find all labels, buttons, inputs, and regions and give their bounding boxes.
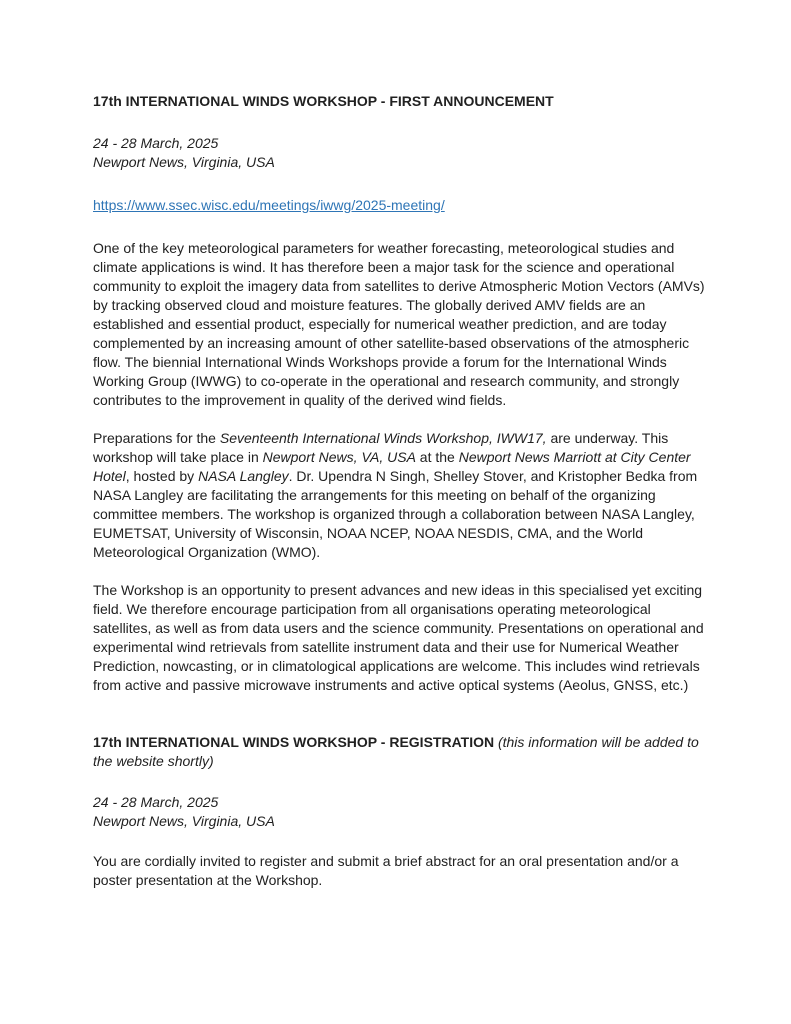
- text-segment-italic: Newport News, VA, USA: [262, 449, 416, 465]
- registration-heading-line: [93, 733, 705, 771]
- event-dates: 24 - 28 March, 2025: [93, 135, 219, 151]
- meeting-website-link[interactable]: https://www.ssec.wisc.edu/meetings/iwwg/2025-meeting/: [93, 197, 445, 213]
- meeting-link-line: [93, 196, 705, 215]
- registration-meta: [93, 793, 705, 831]
- text-segment: at the: [415, 449, 459, 465]
- paragraph-intro: One of the key meteorological parameters for weather forecasting, meteorological studies and climate applications is wind. It has therefore been a major task for the science and operational community to exploit the imagery data from satellites to derive Atmospheric Motion Vectors (AMVs) by tracking observed cloud and moisture features. The globally derived AMV fields are an established and essential product, especially for numerical weather prediction, and are today complemented by an increasing amount of other satellite-based observations of the atmospheric flow. The biennial International Winds Workshops provide a forum for the International Winds Working Group (IWWG) to co-operate in the operational and research community, and strongly contributes to the improvement in quality of the derived wind fields.: [93, 240, 705, 408]
- text-segment: . Dr. Upendra N Singh, Shelley Stover, and Kristopher Bedka from NASA Langley are facilitating the arrangements for this meeting on behalf of the organizing committee members. The workshop is organized through a collaboration between NASA Langley, EUMETSAT, University of Wisconsin, NOAA NCEP, NOAA NESDIS, CMA, and the World Meteorological Organization (WMO).: [93, 468, 698, 560]
- text-segment-italic: NASA Langley: [198, 468, 289, 484]
- registration-heading: 17th INTERNATIONAL WINDS WORKSHOP - REGISTRATION: [93, 734, 495, 750]
- announcement-heading: 17th INTERNATIONAL WINDS WORKSHOP - FIRST ANNOUNCEMENT: [93, 93, 554, 109]
- paragraph-opportunity: The Workshop is an opportunity to present advances and new ideas in this specialised yet exciting field. We therefore encourage participation from all organisations operating meteorological satellites, as well as from data users and the science community. Presentations on operational and experimental wind retrievals from satellite instrument data and their use for Numerical Weather Prediction, nowcasting, or in climatological applications are welcome. This includes wind retrievals from active and passive microwave instruments and active optical systems (Aeolus, GNSS, etc.): [93, 582, 704, 693]
- registration-location: Newport News, Virginia, USA: [93, 813, 275, 829]
- event-location: Newport News, Virginia, USA: [93, 154, 275, 170]
- text-segment: , hosted by: [125, 468, 199, 484]
- text-segment-italic: Seventeenth International Winds Workshop, IWW17,: [219, 430, 547, 446]
- text-segment-italic: Newport News Marriott at City Center Hotel: [93, 449, 691, 484]
- paragraph-invitation: You are cordially invited to register and submit a brief abstract for an oral presentation and/or a poster presentation at the Workshop.: [93, 853, 679, 888]
- paragraph-preparations: [93, 429, 705, 562]
- registration-dates: 24 - 28 March, 2025: [93, 794, 219, 810]
- event-meta: [93, 134, 705, 172]
- registration-note: (this information will be added to the website shortly): [93, 734, 699, 769]
- text-segment: are underway. This workshop will take place in: [93, 430, 669, 465]
- text-segment: Preparations for the: [93, 430, 220, 446]
